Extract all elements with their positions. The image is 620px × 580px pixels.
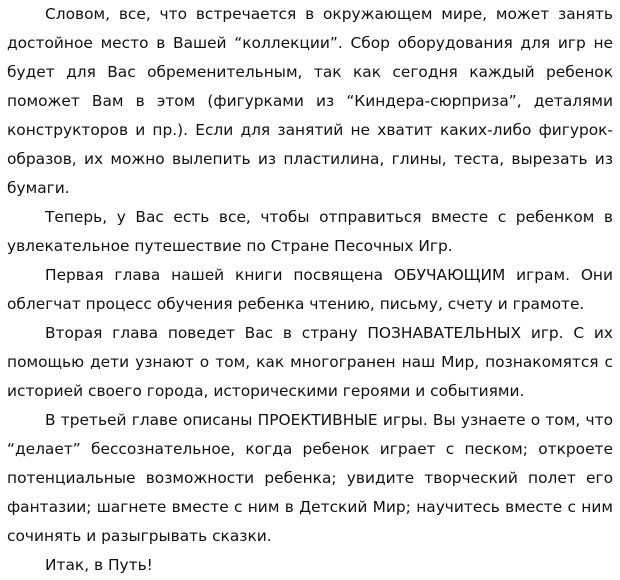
paragraph-closing: Итак, в Путь! xyxy=(45,556,153,574)
paragraph-journey: Теперь, у Вас есть все, чтобы отправиться вместе с ребенком в увлекательное путешествие по Стране Песочных Игр. xyxy=(7,208,613,255)
paragraph-chapter-three: В третьей главе описаны ПРОЕКТИВНЫЕ игры. Вы узнаете о том, что “делает” бессознательное, когда ребенок играет с песком; откроете потенциальные возможности ребенка; увидите творческий полет его фантазии; шагнете вместе с ним в Детский Мир; научитесь вместе с ним сочинять и разыгрывать сказки. xyxy=(7,411,613,545)
paragraph-chapter-one: Первая глава нашей книги посвящена ОБУЧАЮЩИМ играм. Они облегчат процесс обучения ребенка чтению, письму, счету и грамоте. xyxy=(7,266,613,313)
document-page xyxy=(7,0,613,580)
paragraph-collection: Словом, все, что встречается в окружающем мире, может занять достойное место в Вашей “коллекции”. Сбор оборудования для игр не будет для Вас обременительным, так как сегодня каждый ребенок поможет Вам в этом (фигурками из “Киндера-сюрприза”, деталями конструкторов и пр.). Если для занятий не хватит каких-либо фигурок-образов, их можно вылепить из пластилина, глины, теста, вырезать из бумаги. xyxy=(7,5,613,197)
paragraph-chapter-two: Вторая глава поведет Вас в страну ПОЗНАВАТЕЛЬНЫХ игр. С их помощью дети узнают о том, как многогранен наш Мир, познакомятся с историей своего города, историческими героями и событиями. xyxy=(7,324,613,400)
